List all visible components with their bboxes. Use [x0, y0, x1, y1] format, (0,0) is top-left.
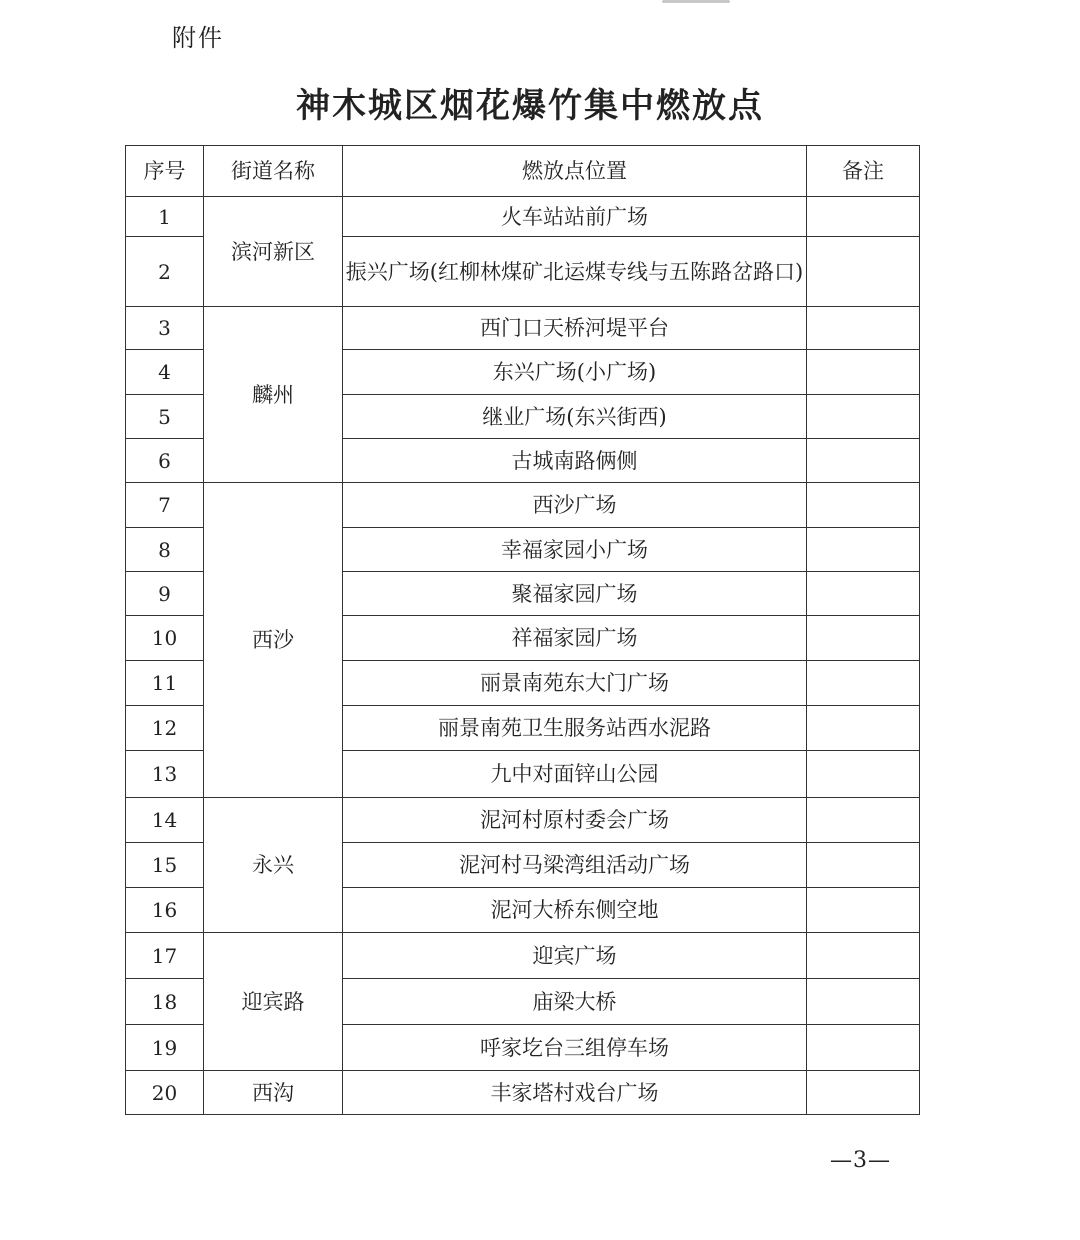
page-number: —3— — [830, 1148, 891, 1173]
remark-cell — [807, 616, 920, 661]
street-name: 西沟 — [252, 1080, 294, 1105]
row-number: 5 — [126, 395, 204, 439]
scan-mark — [662, 0, 730, 3]
table-row — [126, 933, 920, 979]
column-header-number: 序号 — [126, 146, 204, 197]
site-location: 迎宾广场 — [343, 933, 807, 979]
table-row — [126, 307, 920, 350]
remark-cell — [807, 483, 920, 528]
site-location: 古城南路俩侧 — [343, 439, 807, 483]
site-location: 幸福家园小广场 — [343, 528, 807, 572]
row-number: 13 — [126, 751, 204, 798]
street-name-cell — [204, 933, 343, 1071]
row-number: 17 — [126, 933, 204, 979]
attachment-label: 附件 — [172, 24, 224, 52]
site-location: 丽景南苑东大门广场 — [343, 661, 807, 706]
table-row — [126, 1071, 920, 1115]
site-location: 火车站站前广场 — [343, 197, 807, 237]
remark-cell — [807, 395, 920, 439]
remark-cell — [807, 843, 920, 888]
site-location: 东兴广场(小广场) — [343, 350, 807, 395]
street-name: 永兴 — [252, 853, 294, 877]
row-number: 19 — [126, 1025, 204, 1071]
remark-cell — [807, 1025, 920, 1071]
site-location: 丽景南苑卫生服务站西水泥路 — [343, 706, 807, 751]
site-location: 丰家塔村戏台广场 — [343, 1071, 807, 1115]
row-number: 7 — [126, 483, 204, 528]
row-number: 10 — [126, 616, 204, 661]
row-number: 16 — [126, 888, 204, 933]
remark-cell — [807, 706, 920, 751]
site-location: 继业广场(东兴街西) — [343, 395, 807, 439]
street-name-cell — [204, 483, 343, 798]
remark-cell — [807, 439, 920, 483]
row-number: 1 — [126, 197, 204, 237]
site-location: 庙梁大桥 — [343, 979, 807, 1025]
street-name: 麟州 — [252, 382, 294, 407]
remark-cell — [807, 1071, 920, 1115]
row-number: 6 — [126, 439, 204, 483]
row-number: 11 — [126, 661, 204, 706]
table-row — [126, 798, 920, 843]
row-number: 2 — [126, 237, 204, 307]
street-name-cell — [204, 197, 343, 307]
firework-sites-table — [125, 145, 920, 1115]
site-location: 呼家圪台三组停车场 — [343, 1025, 807, 1071]
site-location: 祥福家园广场 — [343, 616, 807, 661]
street-name: 滨河新区 — [231, 239, 315, 264]
row-number: 15 — [126, 843, 204, 888]
site-location: 九中对面锌山公园 — [343, 751, 807, 798]
column-header-street: 街道名称 — [204, 146, 343, 197]
row-number: 12 — [126, 706, 204, 751]
remark-cell — [807, 888, 920, 933]
street-name-cell — [204, 307, 343, 483]
row-number: 4 — [126, 350, 204, 395]
remark-cell — [807, 307, 920, 350]
remark-cell — [807, 197, 920, 237]
street-name-cell — [204, 1071, 343, 1115]
street-name: 迎宾路 — [241, 989, 305, 1014]
remark-cell — [807, 751, 920, 798]
street-name-cell — [204, 798, 343, 933]
row-number: 18 — [126, 979, 204, 1025]
site-location: 西沙广场 — [343, 483, 807, 528]
table-body — [126, 197, 920, 1115]
row-number: 14 — [126, 798, 204, 843]
remark-cell — [807, 572, 920, 616]
column-header-location: 燃放点位置 — [343, 146, 807, 197]
remark-cell — [807, 933, 920, 979]
remark-cell — [807, 979, 920, 1025]
column-header-remark: 备注 — [807, 146, 920, 197]
table-row — [126, 483, 920, 528]
document-title: 神木城区烟花爆竹集中燃放点 — [296, 86, 764, 126]
remark-cell — [807, 798, 920, 843]
site-location: 振兴广场(红柳林煤矿北运煤专线与五陈路岔路口) — [343, 237, 807, 307]
site-location: 西门口天桥河堤平台 — [343, 307, 807, 350]
site-location: 聚福家园广场 — [343, 572, 807, 616]
site-location: 泥河大桥东侧空地 — [343, 888, 807, 933]
row-number: 9 — [126, 572, 204, 616]
row-number: 3 — [126, 307, 204, 350]
row-number: 20 — [126, 1071, 204, 1115]
table-header-row — [126, 146, 920, 197]
street-name: 西沙 — [252, 628, 294, 652]
site-location: 泥河村原村委会广场 — [343, 798, 807, 843]
remark-cell — [807, 350, 920, 395]
table-row — [126, 197, 920, 237]
remark-cell — [807, 661, 920, 706]
row-number: 8 — [126, 528, 204, 572]
remark-cell — [807, 237, 920, 307]
remark-cell — [807, 528, 920, 572]
site-location: 泥河村马梁湾组活动广场 — [343, 843, 807, 888]
